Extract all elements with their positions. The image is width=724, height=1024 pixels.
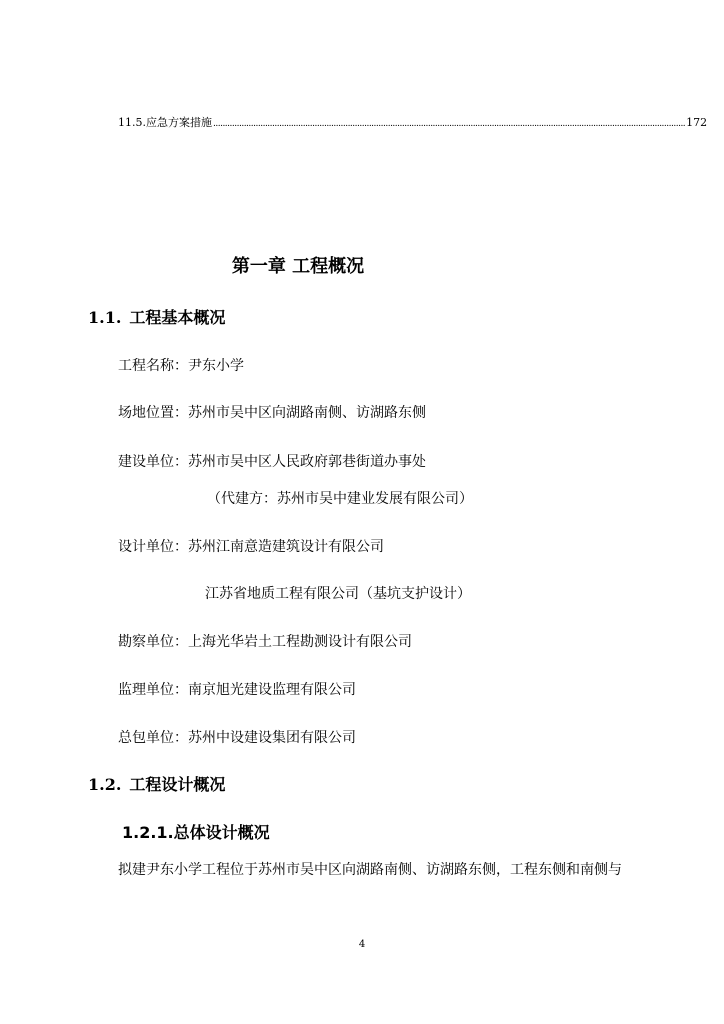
toc-dot-leader: ........................................................................................................................................................................................................ xyxy=(213,119,686,129)
section-number: 1.2. xyxy=(88,775,122,794)
contractor-line: 总包单位：苏州中设建设集团有限公司 xyxy=(118,730,356,746)
surveyor-line: 勘察单位：上海光华岩土工程勘测设计有限公司 xyxy=(118,634,412,650)
designer-secondary-line: 江苏省地质工程有限公司（基坑支护设计） xyxy=(205,586,471,602)
builder-line: 建设单位：苏州市吴中区人民政府郭巷街道办事处 xyxy=(118,454,426,470)
project-name-line: 工程名称：尹东小学 xyxy=(118,358,244,374)
designer-line: 设计单位：苏州江南意造建筑设计有限公司 xyxy=(118,539,384,555)
toc-entry-label: 11.5.应急方案措施 xyxy=(118,116,212,129)
section-title: 工程基本概况 xyxy=(129,308,226,327)
builder-agent-line: （代建方：苏州市吴中建业发展有限公司） xyxy=(207,491,473,507)
section-number: 1.1. xyxy=(88,308,122,327)
section-heading-basic-overview xyxy=(88,307,225,329)
section-title: 工程设计概况 xyxy=(129,775,226,794)
body-paragraph: 拟建尹东小学工程位于苏州市吴中区向湖路南侧、访湖路东侧，工程东侧和南侧与 xyxy=(118,862,622,878)
subsection-heading: 1.2.1.总体设计概况 xyxy=(122,823,270,842)
toc-entry[interactable] xyxy=(118,116,708,131)
page-number: 4 xyxy=(358,939,366,950)
chapter-title: 第一章 工程概况 xyxy=(231,256,365,277)
toc-entry-page: 172 xyxy=(686,116,708,129)
section-heading-design-overview xyxy=(88,774,225,796)
site-location-line: 场地位置：苏州市吴中区向湖路南侧、访湖路东侧 xyxy=(118,405,426,421)
supervisor-line: 监理单位：南京旭光建设监理有限公司 xyxy=(118,682,356,698)
